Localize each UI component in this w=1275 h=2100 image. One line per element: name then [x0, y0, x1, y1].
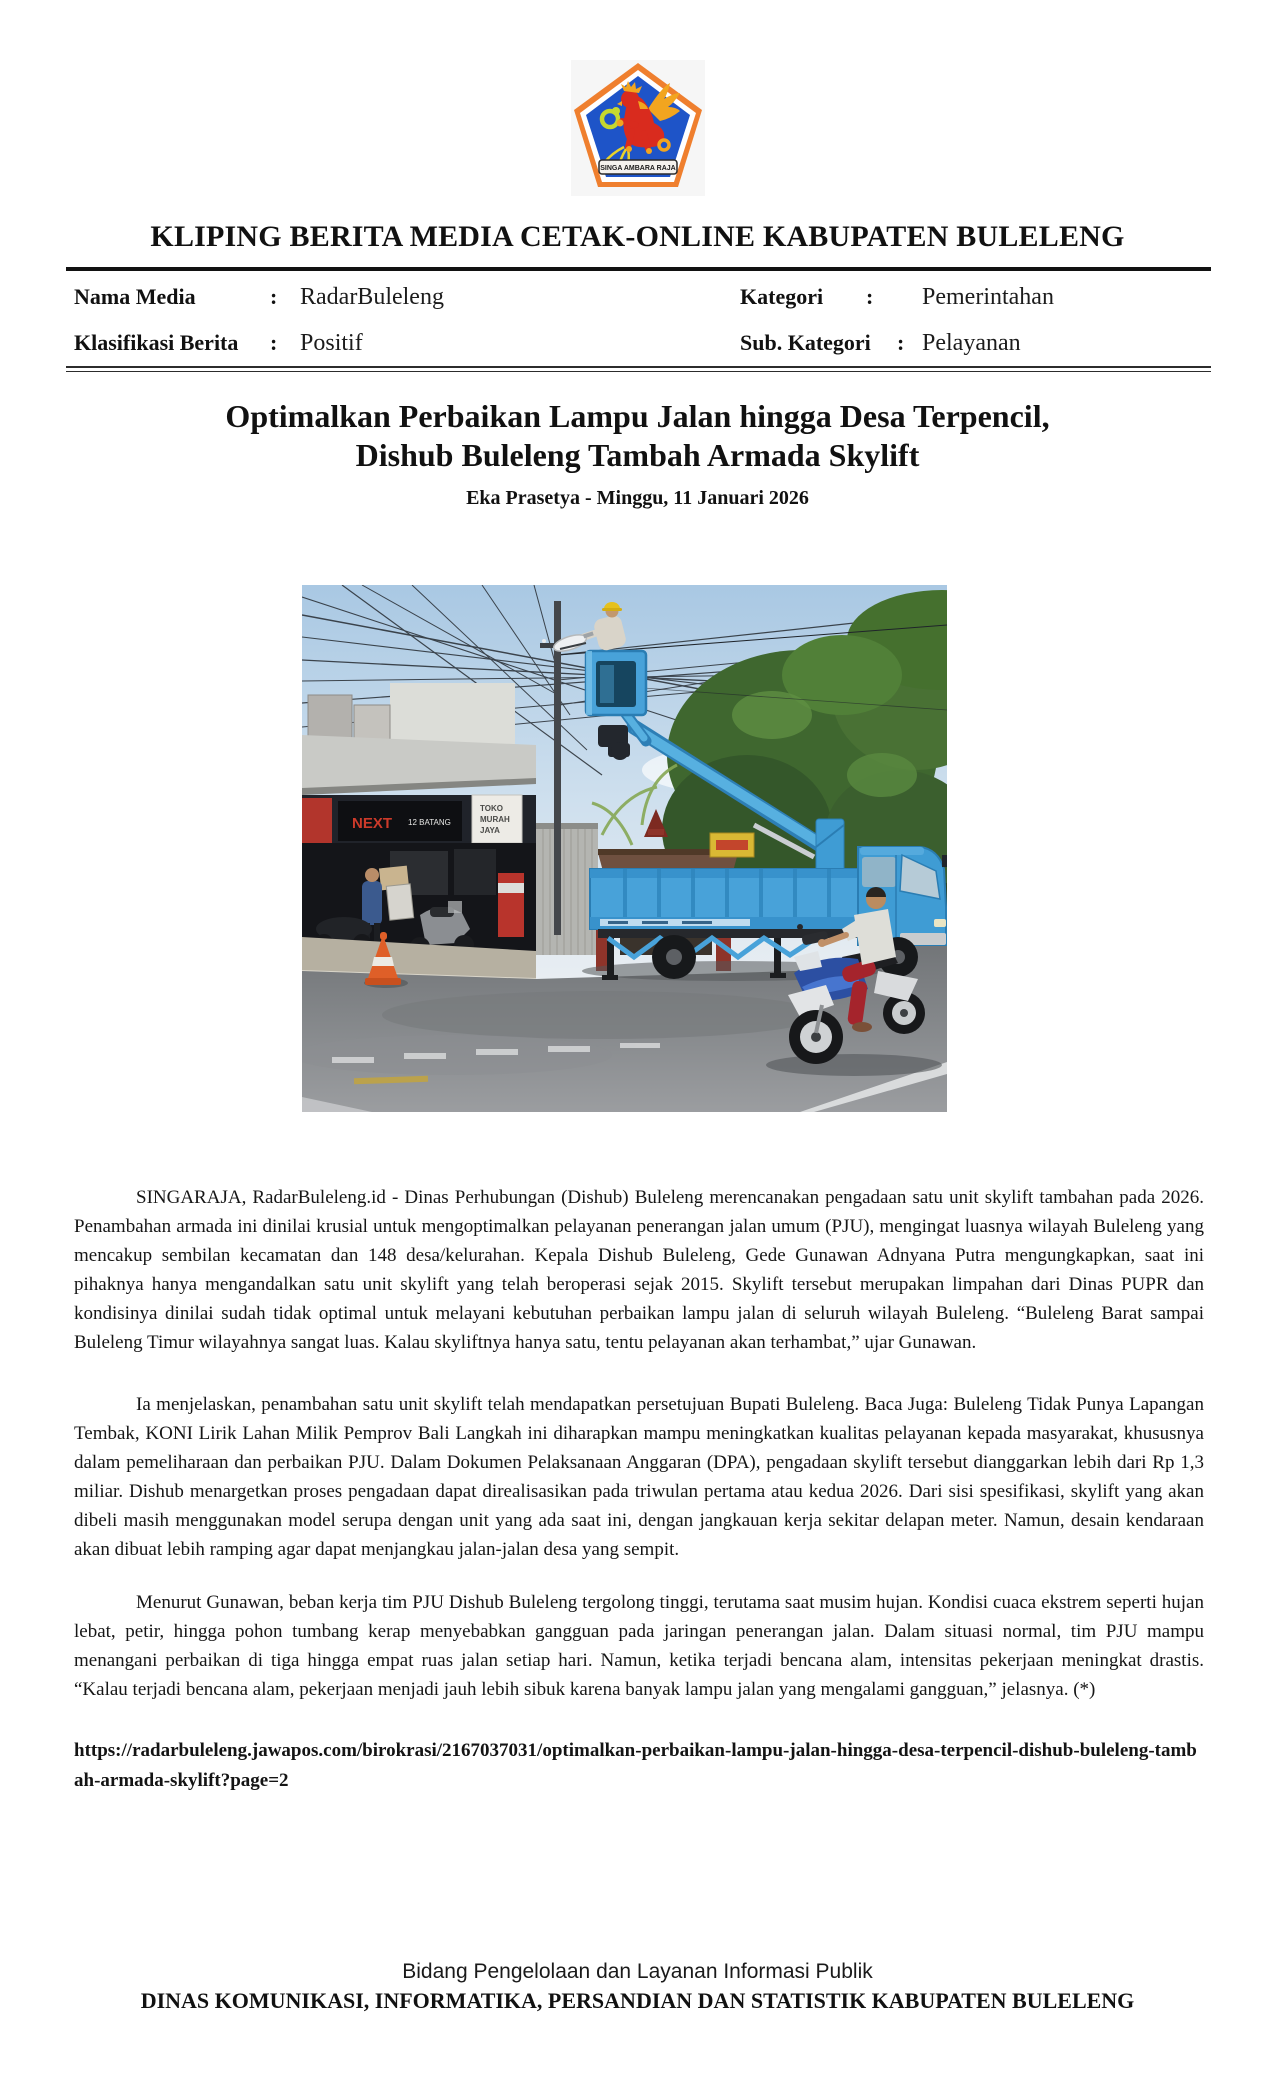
meta-divider — [66, 366, 1211, 372]
yellow-shop-sign — [710, 833, 754, 857]
red-sign — [302, 798, 332, 843]
article-paragraph: SINGARAJA, RadarBuleleng.id - Dinas Perhubungan (Dishub) Buleleng merencanakan pengadaan satu unit skylift tambahan pada 2026. Penambahan armada ini dinilai krusial untuk mengoptimalkan pelayanan penerangan jalan umum (PJU), mengingat luasnya wilayah Buleleng yang mencakup sembilan kecamatan dan 148 desa/kelurahan. Kepala Dishub Buleleng, Gede Gunawan Adnyana Putra mengungkapkan, saat ini pihaknya hanya mengandalkan satu unit skylift yang telah beroperasi sejak 2015. Skylift tersebut merupakan limpahan dari Dinas PUPR dan kondisinya dinilai sudah tidak optimal untuk melayani kebutuhan perbaikan lampu jalan di seluruh wilayah Buleleng. “Buleleng Barat sampai Buleleng Timur wilayahnya sangat luas. Kalau skyliftnya hanya satu, tentu pelayanan akan terhambat,” ujar Gunawan. — [74, 1187, 1204, 1353]
colon: : — [897, 330, 905, 355]
article-title-line2: Dishub Buleleng Tambah Armada Skylift — [355, 437, 920, 473]
zinc-fence — [536, 823, 598, 955]
article-paragraph: Menurut Gunawan, beban kerja tim PJU Dishub Buleleng tergolong tinggi, terutama saat musim hujan. Kondisi cuaca ekstrem seperti hujan lebat, petir, hingga pohon tumbang kerap menyebabkan gangguan pada jaringan penerangan jalan. Dalam situasi normal, tim PJU mampu menangani perbaikan di tiga hingga empat ruas jalan setiap hari. Namun, ketika terjadi bencana alam, intensitas pekerjaan meningkat drastis. “Kalau terjadi bencana alam, pekerjaan menjadi jauh lebih sibuk karena banyak lampu jalan yang mengalami gangguan,” jelasnya. (*) — [74, 1592, 1204, 1700]
sub-kategori-label: Sub. Kategori — [740, 330, 871, 355]
footer-agency-line: DINAS KOMUNIKASI, INFORMATIKA, PERSANDIAN DAN STATISTIK KABUPATEN BULELENG — [140, 1988, 1135, 2013]
banner-sub-text: 12 BATANG — [408, 818, 451, 827]
next-banner-text: NEXT — [352, 815, 393, 832]
toko-sign-line: TOKO — [480, 804, 503, 813]
red-cooler — [498, 873, 524, 937]
logo-banner-text: SINGA AMBARA RAJA — [599, 165, 676, 172]
colon: : — [270, 284, 278, 309]
klasifikasi-label: Klasifikasi Berita — [74, 330, 239, 355]
document-title: KLIPING BERITA MEDIA CETAK-ONLINE KABUPATEN BULELENG — [150, 220, 1125, 253]
footer-division-line: Bidang Pengelolaan dan Layanan Informasi Publik — [402, 1960, 873, 1983]
colon: : — [270, 330, 278, 355]
article-source-url[interactable]: https://radarbuleleng.jawapos.com/birokrasi/2167037031/optimalkan-perbaikan-lampu-jalan-hingga-desa-terpencil-dishub-buleleng-tambah-armada-skylift?page=2 — [74, 1740, 1197, 1791]
shops — [302, 683, 536, 979]
header-divider — [66, 267, 1211, 271]
sub-kategori-value: Pelayanan — [922, 330, 1021, 356]
person-in-shop — [362, 881, 382, 925]
article-title-line1: Optimalkan Perbaikan Lampu Jalan hingga Desa Terpencil, — [225, 398, 1050, 434]
kategori-value: Pemerintahan — [922, 284, 1054, 310]
singa-ambara-raja-emblem — [572, 61, 704, 195]
article-byline: Eka Prasetya - Minggu, 11 Januari 2026 — [466, 487, 809, 509]
nama-media-label: Nama Media — [74, 284, 196, 309]
nama-media-value: RadarBuleleng — [300, 284, 444, 310]
kategori-label: Kategori — [740, 284, 824, 309]
article-paragraph: Ia menjelaskan, penambahan satu unit skylift telah mendapatkan persetujuan Bupati Buleleng. Baca Juga: Buleleng Tidak Punya Lapangan Tembak, KONI Lirik Lahan Milik Pemprov Bali Langkah ini diharapkan mampu meningkatkan kualitas pelayanan kepada masyarakat, khususnya dalam pemeliharaan dan perbaikan PJU. Dalam Dokumen Pelaksanaan Anggaran (DPA), pengadaan skylift tersebut dianggarkan lebih dari Rp 1,3 miliar. Dishub menargetkan proses pengadaan dapat direalisasikan pada triwulan pertama atau kedua 2026. Dari sisi spesifikasi, skylift yang akan dibeli masih menggunakan model serupa dengan unit yang ada saat ini, dengan jangkauan kerja sekitar delapan meter. Namun, desain kendaraan akan dibuat lebih ramping agar dapat menjangkau jalan-jalan desa yang sempit. — [74, 1394, 1204, 1560]
klasifikasi-value: Positif — [300, 330, 363, 356]
colon: : — [866, 284, 874, 309]
article-photo — [302, 585, 947, 1112]
buleleng-logo — [571, 60, 705, 196]
toko-sign-line: MURAH — [480, 815, 510, 824]
toko-sign-line: JAYA — [480, 826, 500, 835]
